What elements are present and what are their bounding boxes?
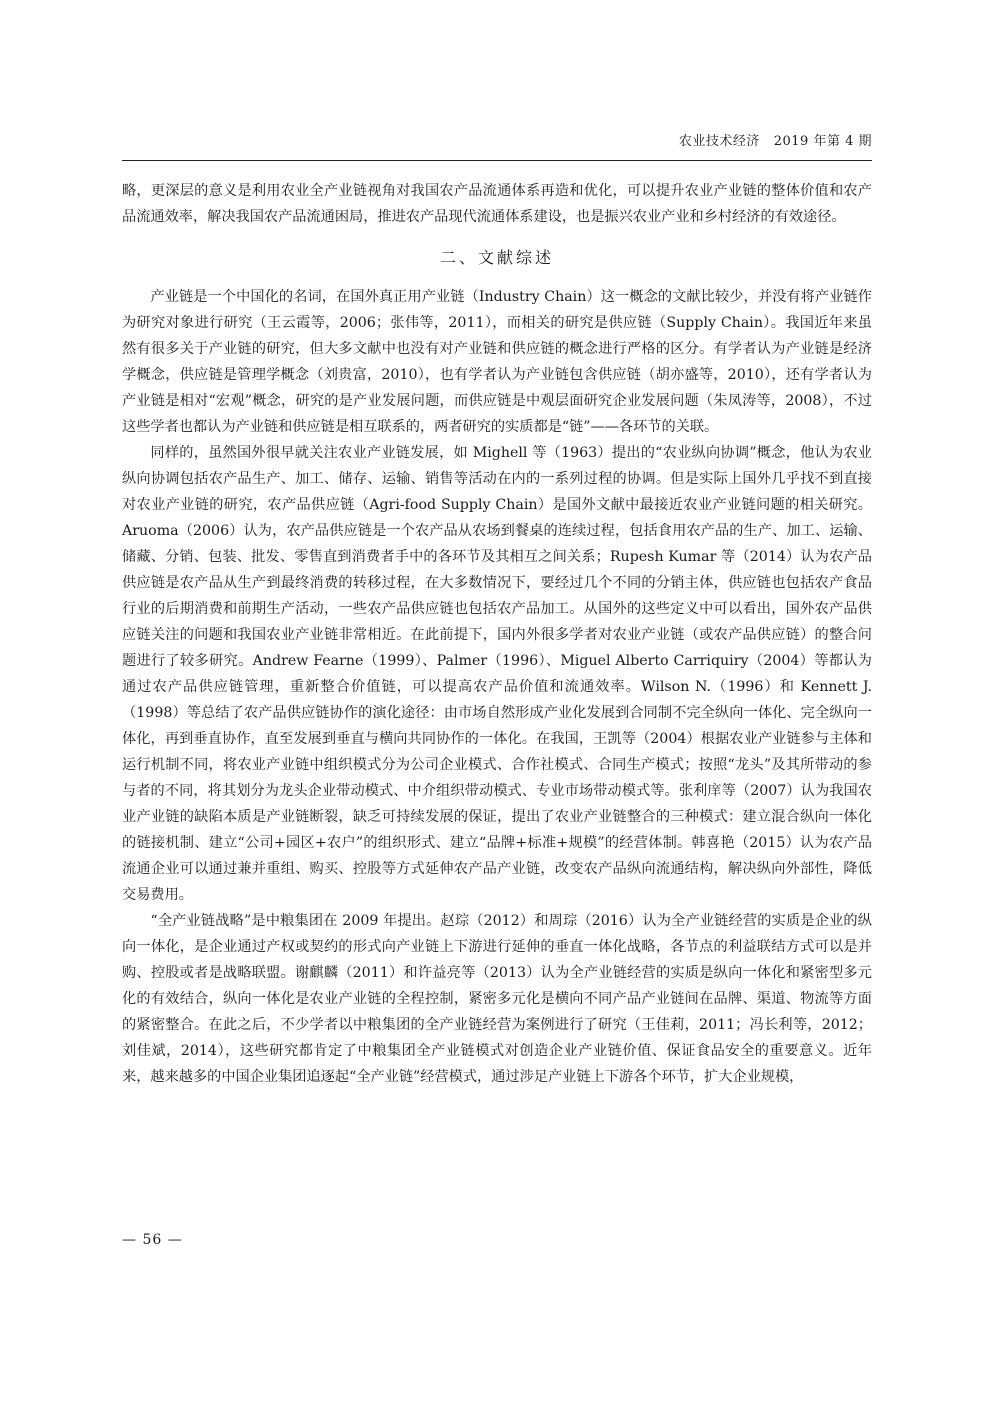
section-heading: 二、文献综述: [439, 248, 554, 267]
paragraph-foreign-research: 同样的，虽然国外很早就关注农业产业链发展，如 Mighell 等（1963）提出的“农业纵向协调”概念，他认为农业纵向协调包括农产品生产、加工、储存、运输、销售等活动在内的一系列过程的协调。但是实际上国外几乎找不到直接对农业产业链的研究，农产品供应链（Agri-food Supply Chain）是国外文献中最接近农业产业链问题的相关研究。Aruoma（2006）认为，农产品供应链是一个农产品从农场到餐桌的连续过程，包括食用农产品的生产、加工、运输、储藏、分销、包装、批发、零售直到消费者手中的各环节及其相互之间关系；Rupesh Kumar 等（2014）认为农产品供应链是农产品从生产到最终消费的转移过程，在大多数情况下，要经过几个不同的分销主体，供应链也包括农产食品行业的后期消费和前期生产活动，一些农产品供应链也包括农产品加工。从国外的这些定义中可以看出，国外农产品供应链关注的问题和我国农业产业链非常相近。在此前提下，国内外很多学者对农业产业链（或农产品供应链）的整合问题进行了较多研究。Andrew Fearne（1999）、Palmer（1996）、Miguel Alberto Carriquiry（2004）等都认为通过农产品供应链管理，重新整合价值链，可以提高农产品价值和流通效率。Wilson N.（1996）和 Kennett J.（1998）等总结了农产品供应链协作的演化途径：由市场自然形成产业化发展到合同制不完全纵向一体化、完全纵向一体化，再到垂直协作，直至发展到垂直与横向共同协作的一体化。在我国，王凯等（2004）根据农业产业链参与主体和运行机制不同，将农业产业链中组织模式分为公司企业模式、合作社模式、合同生产模式；按照“龙头”及其所带动的参与者的不同，将其划分为龙头企业带动模式、中介组织带动模式、专业市场带动模式等。张利庠等（2007）认为我国农业产业链的缺陷本质是产业链断裂，缺乏可持续发展的保证，提出了农业产业链整合的三种模式：建立混合纵向一体化的链接机制、建立“公司+园区+农户”的组织形式、建立“品牌+标准+规模”的经营体制。韩喜艳（2015）认为农产品流通企业可以通过兼并重组、购买、控股等方式延伸农产品产业链，改变农产品纵向流通结构，解决纵向外部性，降低交易费用。: [122, 445, 872, 903]
page-number: — 56 —: [122, 1232, 183, 1248]
paragraph-continued: 略，更深层的意义是利用农业全产业链视角对我国农产品流通体系再造和优化，可以提升农业产业链的整体价值和农产品流通效率，解决我国农产品流通困局，推进农产品现代流通体系建设，也是振兴农业产业和乡村经济的有效途径。: [122, 183, 872, 225]
running-header: [122, 130, 872, 149]
article-body: [122, 178, 872, 1090]
header-rule: [122, 160, 872, 161]
paragraph-industry-chain: 产业链是一个中国化的名词，在国外真正用产业链（Industry Chain）这一概念的文献比较少，并没有将产业链作为研究对象进行研究（王云霞等，2006；张伟等，2011），而相关的研究是供应链（Supply Chain）。我国近年来虽然有很多关于产业链的研究，但大多文献中也没有对产业链和供应链的概念进行严格的区分。有学者认为产业链是经济学概念，供应链是管理学概念（刘贵富，2010），也有学者认为产业链包含供应链（胡亦盛等，2010），还有学者认为产业链是相对“宏观”概念，研究的是产业发展问题，而供应链是中观层面研究企业发展问题（朱凤涛等，2008），不过这些学者也都认为产业链和供应链是相互联系的，两者研究的实质都是“链”——各环节的关联。: [122, 289, 872, 435]
paragraph-full-chain-strategy: “全产业链战略”是中粮集团在 2009 年提出。赵琮（2012）和周琮（2016）认为全产业链经营的实质是企业的纵向一体化，是企业通过产权或契约的形式向产业链上下游进行延伸的垂直一体化战略，各节点的利益联结方式可以是并购、控股或者是战略联盟。谢麒麟（2011）和许益亮等（2013）认为全产业链经营的实质是纵向一体化和紧密型多元化的有效结合，纵向一体化是农业产业链的全程控制，紧密多元化是横向不同产品产业链间在品牌、渠道、物流等方面的紧密整合。在此之后，不少学者以中粮集团的全产业链经营为案例进行了研究（王佳莉，2011；冯长利等，2012；刘佳斌，2014），这些研究都肯定了中粮集团全产业链模式对创造企业产业链价值、保证食品安全的重要意义。近年来，越来越多的中国企业集团追逐起“全产业链”经营模式，通过涉足产业链上下游各个环节，扩大企业规模，: [122, 913, 872, 1085]
journal-name: 农业技术经济: [678, 134, 760, 149]
issue-label: 2019 年第 4 期: [773, 134, 872, 149]
